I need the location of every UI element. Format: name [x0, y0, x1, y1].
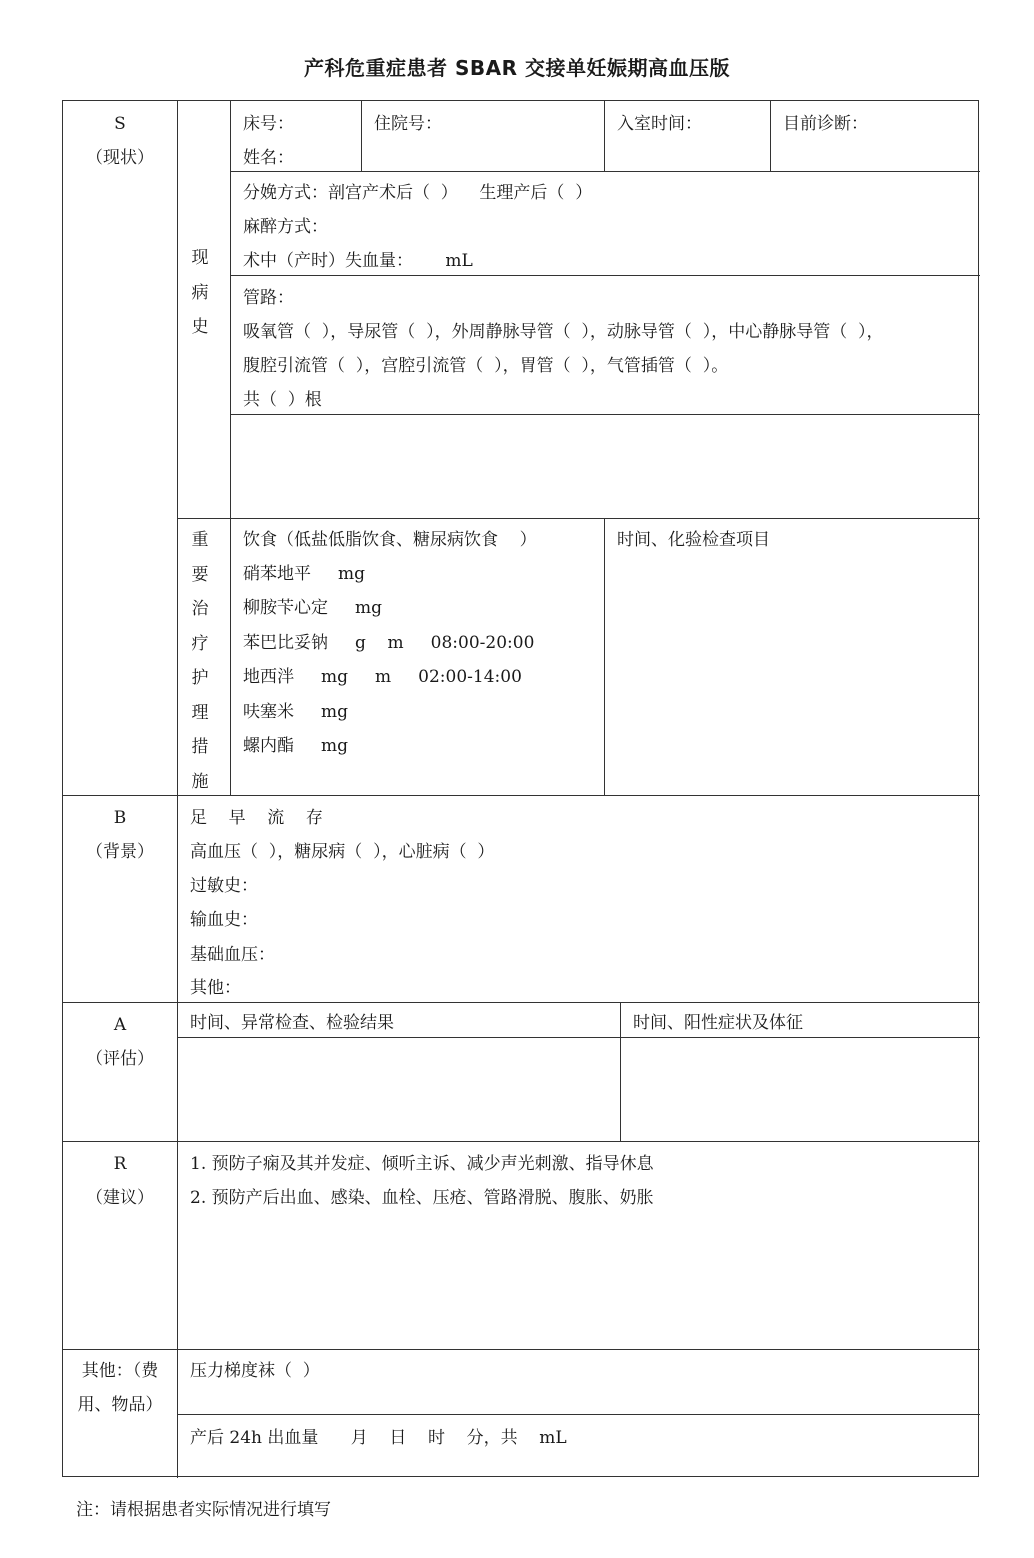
bed-number-label: 床号：: [243, 114, 294, 134]
other-label-line-1: 其他：（费: [81, 1361, 159, 1381]
s-header-col-3: [770, 101, 771, 171]
s-section-code: S: [114, 114, 126, 134]
lab-tests-header: 时间、化验检查项目: [617, 530, 770, 550]
b-line-transfusion: 输血史：: [190, 910, 258, 930]
admission-number-label: 住院号：: [374, 114, 442, 134]
tubes-line-1: 吸氧管（ ），导尿管（ ），外周静脉导管（ ），动脉导管（ ），中心静脉导管（ ），: [243, 322, 884, 342]
b-section-name: （背景）: [86, 842, 154, 862]
footnote: 注：请根据患者实际情况进行填写: [76, 1500, 331, 1520]
care-item-nifedipine: 硝苯地平 mg: [243, 564, 366, 584]
s-row-line-4: [177, 518, 980, 519]
b-line-pregnancy-history: 足 早 流 存: [190, 808, 323, 828]
care-measures-vertical-label: 重 要 治 疗 护 理 措 施: [191, 530, 209, 792]
a-section-code: A: [113, 1015, 127, 1035]
b-line-allergy: 过敏史：: [190, 876, 258, 896]
form-title: 产科危重症患者 SBAR 交接单妊娠期高血压版: [304, 56, 730, 80]
s-row-line-3: [230, 414, 980, 415]
sbar-form-table: [62, 100, 979, 1477]
tubes-title: 管路：: [243, 288, 294, 308]
r-section-name: （建议）: [86, 1188, 154, 1208]
postpartum-blood-loss-line: 产后 24h 出血量 月 日 时 分，共 mL: [190, 1428, 567, 1448]
b-line-comorbidities: 高血压（ ），糖尿病（ ），心脏病（ ）: [190, 842, 495, 862]
b-line-baseline-bp: 基础血压：: [190, 945, 275, 965]
s-row-line-1: [230, 171, 980, 172]
s-header-col-2: [604, 101, 605, 171]
a-section-name: （评估）: [86, 1049, 154, 1069]
divider-a-r: [63, 1141, 980, 1142]
r-item-2: 2. 预防产后出血、感染、血栓、压疮、管路滑脱、腹胀、奶胀: [190, 1188, 654, 1208]
divider-r-other: [63, 1349, 980, 1350]
s-sublabel-column-line: [230, 101, 231, 795]
a-positive-signs-header: 时间、阳性症状及体征: [633, 1013, 803, 1033]
current-diagnosis-label: 目前诊断：: [783, 114, 868, 134]
other-row-line: [177, 1414, 980, 1415]
r-section-code: R: [113, 1154, 127, 1174]
b-line-other: 其他：: [190, 978, 241, 998]
s-care-lab-divider: [604, 518, 605, 795]
a-abnormal-tests-header: 时间、异常检查、检验结果: [190, 1013, 394, 1033]
tubes-total: 共（ ）根: [243, 390, 322, 410]
blood-loss-line: 术中（产时）失血量： mL: [243, 251, 473, 271]
section-label-column-line: [177, 101, 178, 1478]
a-column-divider: [620, 1002, 621, 1141]
patient-name-label: 姓名：: [243, 148, 294, 168]
care-item-furosemide: 呋塞米 mg: [243, 702, 349, 722]
anesthesia-line: 麻醉方式：: [243, 217, 328, 237]
care-item-diet: 饮食（低盐低脂饮食、糖尿病饮食 ）: [243, 530, 537, 550]
care-item-phenobarbital: 苯巴比妥钠 g m 08:00-20:00: [243, 633, 535, 653]
s-section-name: （现状）: [86, 148, 154, 168]
tubes-line-2: 腹腔引流管（ ），宫腔引流管（ ），胃管（ ），气管插管（ ）。: [243, 356, 729, 376]
admit-time-label: 入室时间：: [617, 114, 702, 134]
hpi-vertical-label: 现 病 史: [191, 248, 209, 337]
s-header-col-1: [361, 101, 362, 171]
other-label-line-2: 用、物品）: [77, 1395, 163, 1415]
care-item-spironolactone: 螺内酯 mg: [243, 736, 349, 756]
compression-stockings-line: 压力梯度袜（ ）: [190, 1361, 320, 1381]
b-section-code: B: [113, 808, 127, 828]
r-item-1: 1. 预防子痫及其并发症、倾听主诉、减少声光刺激、指导休息: [190, 1154, 654, 1174]
care-item-diazepam: 地西泮 mg m 02:00-14:00: [243, 667, 522, 687]
delivery-method-line: 分娩方式：剖宫产术后（ ） 生理产后（ ）: [243, 183, 593, 203]
care-item-labetalol: 柳胺苄心定 mg: [243, 598, 383, 618]
